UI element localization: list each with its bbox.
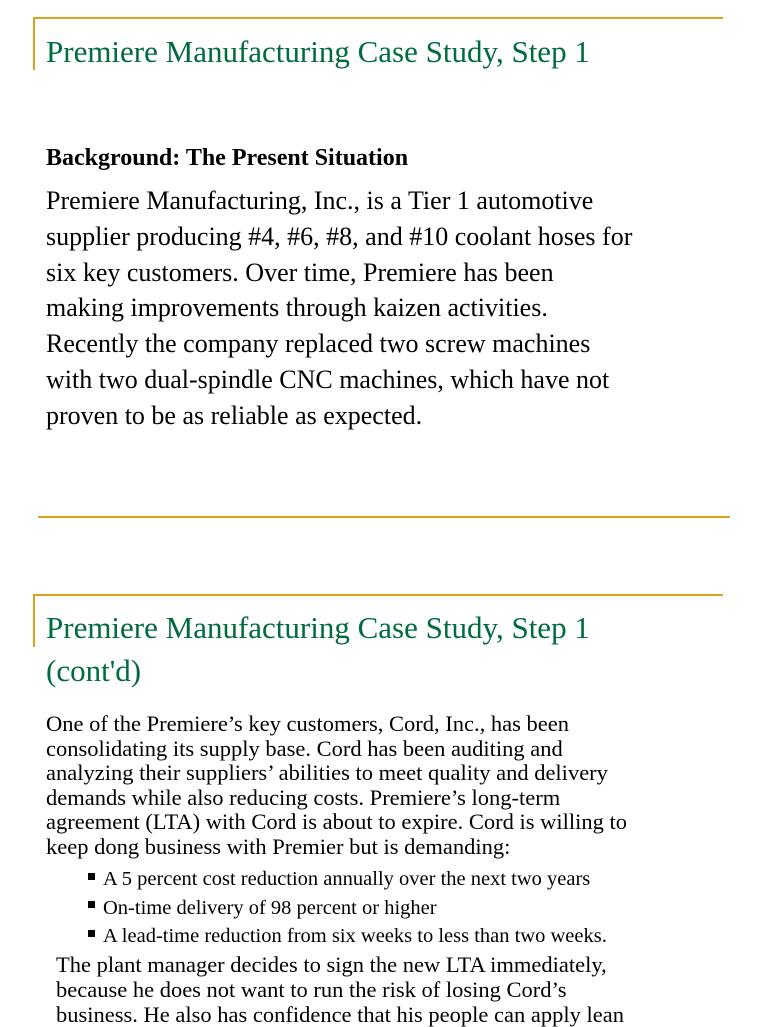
paragraph-line: agreement (LTA) with Cord is about to expire. Cord is willing to bbox=[46, 809, 628, 835]
list-item bbox=[88, 894, 607, 923]
slide-1 bbox=[0, 0, 768, 512]
paragraph-line: because he does not want to run the risk of losing Cord’s bbox=[56, 977, 567, 1002]
list-item-text: A 5 percent cost reduction annually over the next two years bbox=[103, 868, 591, 890]
paragraph-line: Premiere Manufacturing, Inc., is a Tier 1 automotive bbox=[46, 186, 594, 215]
slide-title bbox=[46, 606, 590, 692]
paragraph-line: Recently the company replaced two screw machines bbox=[46, 329, 591, 359]
slide-title-line: Premiere Manufacturing Case Study, Step 1 bbox=[46, 34, 590, 69]
slide-2 bbox=[0, 578, 768, 1027]
paragraph-line: analyzing their suppliers’ abilities to meet quality and delivery bbox=[46, 760, 608, 786]
paragraph-line: proven to be as reliable as expected. bbox=[46, 400, 423, 430]
intro-paragraph bbox=[46, 712, 746, 860]
paragraph-line: demands while also reducing costs. Premiere’s long-term bbox=[46, 784, 561, 810]
section-subheading: Background: The Present Situation bbox=[46, 145, 409, 171]
slide-title-line: (cont'd) bbox=[46, 653, 142, 688]
title-top-rule bbox=[33, 17, 723, 19]
paragraph-line: six key customers. Over time, Premiere has been bbox=[46, 257, 554, 287]
demand-list bbox=[88, 865, 607, 951]
slide-separator bbox=[38, 516, 730, 518]
list-item bbox=[88, 922, 607, 951]
paragraph-line: making improvements through kaizen activities. bbox=[46, 293, 548, 323]
square-bullet-icon bbox=[88, 930, 95, 937]
paragraph-line: supplier producing #4, #6, #8, and #10 coolant hoses for bbox=[46, 221, 633, 251]
slide-title bbox=[46, 30, 590, 73]
paragraph-line: The plant manager decides to sign the new LTA immediately, bbox=[56, 952, 607, 977]
paragraph-line: keep dong business with Premier but is demanding: bbox=[46, 833, 511, 859]
background-paragraph bbox=[46, 183, 736, 434]
closing-paragraph bbox=[56, 952, 756, 1027]
title-left-rule bbox=[33, 594, 35, 647]
paragraph-line: business. He also has confidence that his people can apply lean bbox=[56, 1002, 624, 1027]
square-bullet-icon bbox=[88, 873, 95, 880]
paragraph-line: One of the Premiere’s key customers, Cord, Inc., has been bbox=[46, 711, 569, 736]
square-bullet-icon bbox=[88, 901, 95, 908]
title-top-rule bbox=[33, 594, 723, 596]
title-left-rule bbox=[33, 17, 35, 70]
list-item-text: A lead-time reduction from six weeks to less than two weeks. bbox=[103, 925, 607, 947]
list-item-text: On-time delivery of 98 percent or higher bbox=[103, 896, 437, 919]
paragraph-line: with two dual-spindle CNC machines, which have not bbox=[46, 364, 610, 394]
list-item bbox=[88, 865, 607, 894]
paragraph-line: consolidating its supply base. Cord has been auditing and bbox=[46, 735, 563, 761]
slide-title-line: Premiere Manufacturing Case Study, Step 1 bbox=[46, 610, 590, 645]
